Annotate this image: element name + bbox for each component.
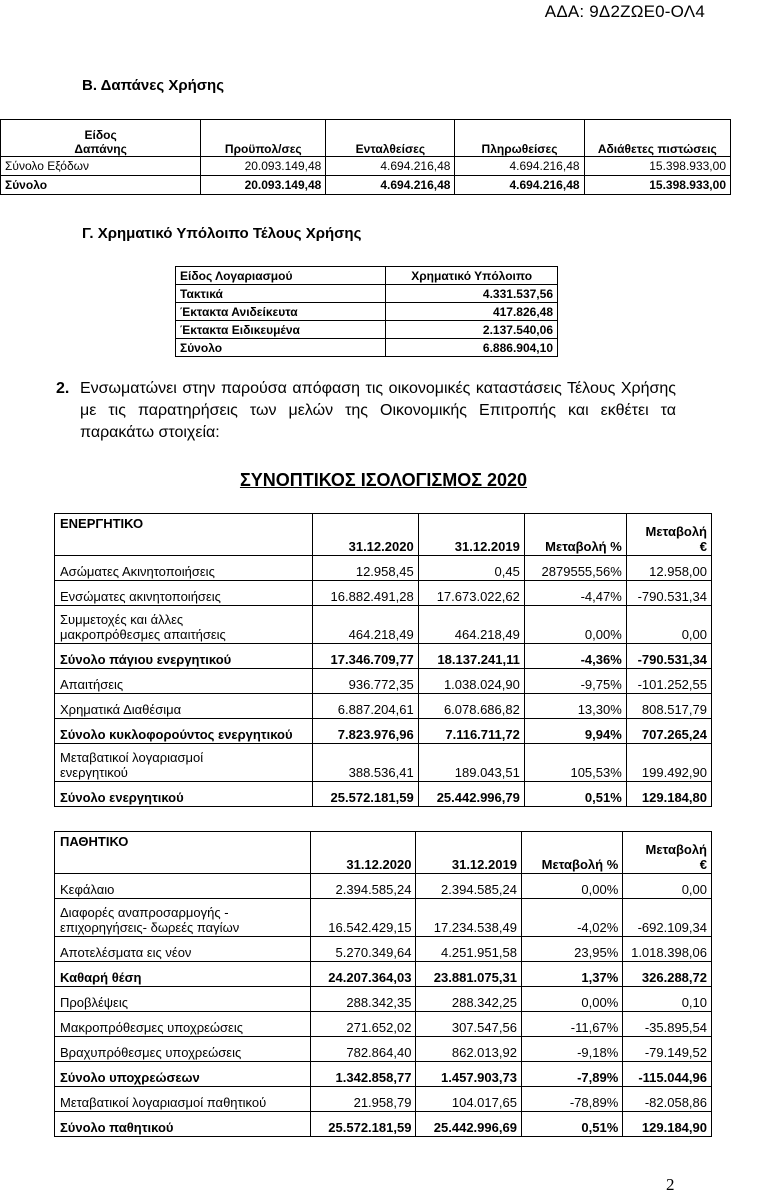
table-cell: -4,47% bbox=[524, 581, 626, 606]
table-cell: Συμμετοχές και άλλες μακροπρόθεσμες απαιτήσεις bbox=[55, 606, 313, 644]
table-cell: 23.881.075,31 bbox=[416, 962, 522, 987]
table-cell: 288.342,25 bbox=[416, 987, 522, 1012]
table-cell: Διαφορές αναπροσαρμογής - επιχορηγήσεις- δωρεές παγίων bbox=[55, 899, 311, 937]
table-cell: 25.572.181,59 bbox=[310, 1112, 416, 1137]
table-header-row bbox=[176, 267, 558, 285]
table-row bbox=[55, 874, 712, 899]
table-cell: Χρηματικά Διαθέσιμα bbox=[55, 694, 313, 719]
table-cell: -7,89% bbox=[521, 1062, 622, 1087]
table-cell: 12.958,00 bbox=[626, 556, 711, 581]
table-cell: 271.652,02 bbox=[310, 1012, 416, 1037]
column-header: Προϋπολ/σες bbox=[201, 120, 326, 157]
ada-code: ΑΔΑ: 9Δ2ΖΩΕ0-ΟΛ4 bbox=[544, 2, 705, 21]
column-header: Αδιάθετες πιστώσεις bbox=[584, 120, 730, 157]
decision-paragraph bbox=[56, 378, 676, 444]
table-cell: 417.826,48 bbox=[386, 303, 558, 321]
table-cell: 4.251.951,58 bbox=[416, 937, 522, 962]
table-cell: 936.772,35 bbox=[312, 669, 418, 694]
table-cell: 0,45 bbox=[418, 556, 524, 581]
table-cell: 1.038.024,90 bbox=[418, 669, 524, 694]
assets-table bbox=[54, 513, 712, 807]
table-cell: 17.346.709,77 bbox=[312, 644, 418, 669]
column-header: Χρηματικό Υπόλοιπο bbox=[386, 267, 558, 285]
table-row-total bbox=[55, 644, 712, 669]
table-cell: 5.270.349,64 bbox=[310, 937, 416, 962]
table-cell: Σύνολο πάγιου ενεργητικού bbox=[55, 644, 313, 669]
table-cell: -9,18% bbox=[521, 1037, 622, 1062]
table-cell: 464.218,49 bbox=[312, 606, 418, 644]
table-cell: Σύνολο Εξόδων bbox=[1, 157, 201, 176]
table-cell: 4.694.216,48 bbox=[455, 176, 584, 195]
table-cell: 9,94% bbox=[524, 719, 626, 744]
table-cell: -11,67% bbox=[521, 1012, 622, 1037]
table-cell: 20.093.149,48 bbox=[201, 176, 326, 195]
table-header-row bbox=[1, 120, 731, 157]
table-row bbox=[55, 669, 712, 694]
table-cell: 13,30% bbox=[524, 694, 626, 719]
table-cell: 464.218,49 bbox=[418, 606, 524, 644]
table-cell: 15.398.933,00 bbox=[584, 176, 730, 195]
table-cell: Αποτελέσματα εις νέον bbox=[55, 937, 311, 962]
table-cell: Μακροπρόθεσμες υποχρεώσεις bbox=[55, 1012, 311, 1037]
table-cell: 6.078.686,82 bbox=[418, 694, 524, 719]
table-cell: -115.044,96 bbox=[623, 1062, 712, 1087]
column-header: Μεταβολή % bbox=[521, 832, 622, 874]
table-row bbox=[55, 899, 712, 937]
table-cell: 105,53% bbox=[524, 744, 626, 782]
table-cell: 2.394.585,24 bbox=[416, 874, 522, 899]
table-cell: 7.116.711,72 bbox=[418, 719, 524, 744]
table-row-total bbox=[55, 782, 712, 807]
column-header: ΕΝΕΡΓΗΤΙΚΟ bbox=[55, 514, 313, 556]
table-row bbox=[176, 303, 558, 321]
table-cell: Τακτικά bbox=[176, 285, 386, 303]
table-cell: -101.252,55 bbox=[626, 669, 711, 694]
table-row-total bbox=[55, 1062, 712, 1087]
table-cell: 2.137.540,06 bbox=[386, 321, 558, 339]
column-header: Μεταβολή € bbox=[626, 514, 711, 556]
table-cell: Βραχυπρόθεσμες υποχρεώσεις bbox=[55, 1037, 311, 1062]
column-header: 31.12.2020 bbox=[310, 832, 416, 874]
table-cell: -79.149,52 bbox=[623, 1037, 712, 1062]
table-cell: 808.517,79 bbox=[626, 694, 711, 719]
table-cell: 6.887.204,61 bbox=[312, 694, 418, 719]
table-cell: 0,00 bbox=[623, 874, 712, 899]
table-cell: 25.442.996,79 bbox=[418, 782, 524, 807]
liabilities-table bbox=[54, 831, 712, 1137]
table-cell: 388.536,41 bbox=[312, 744, 418, 782]
table-cell: 4.694.216,48 bbox=[326, 176, 455, 195]
table-row-total bbox=[55, 962, 712, 987]
table-row-total bbox=[176, 339, 558, 357]
table-cell: 0,10 bbox=[623, 987, 712, 1012]
table-row-total bbox=[1, 176, 731, 195]
table-cell: 4.694.216,48 bbox=[455, 157, 584, 176]
table-cell: Προβλέψεις bbox=[55, 987, 311, 1012]
table-row bbox=[176, 285, 558, 303]
table-cell: 782.864,40 bbox=[310, 1037, 416, 1062]
table-row-total bbox=[55, 719, 712, 744]
table-cell: 2879555,56% bbox=[524, 556, 626, 581]
table-row bbox=[55, 581, 712, 606]
table-cell: -790.531,34 bbox=[626, 644, 711, 669]
table-row bbox=[176, 321, 558, 339]
column-header: Πληρωθείσες bbox=[455, 120, 584, 157]
table-cell: -4,02% bbox=[521, 899, 622, 937]
table-cell: 24.207.364,03 bbox=[310, 962, 416, 987]
table-cell: 4.331.537,56 bbox=[386, 285, 558, 303]
table-cell: 16.882.491,28 bbox=[312, 581, 418, 606]
table-cell: 326.288,72 bbox=[623, 962, 712, 987]
table-cell: 6.886.904,10 bbox=[386, 339, 558, 357]
page-number: 2 bbox=[666, 1175, 675, 1194]
table-cell: Σύνολο παθητικού bbox=[55, 1112, 311, 1137]
table-cell: 25.442.996,69 bbox=[416, 1112, 522, 1137]
table-cell: 307.547,56 bbox=[416, 1012, 522, 1037]
table-cell: Σύνολο υποχρεώσεων bbox=[55, 1062, 311, 1087]
table-cell: 104.017,65 bbox=[416, 1087, 522, 1112]
section-g-title: Γ. Χρηματικό Υπόλοιπο Τέλους Χρήσης bbox=[82, 225, 362, 242]
table-cell: Έκτακτα Ανιδείκευτα bbox=[176, 303, 386, 321]
table-cell: 707.265,24 bbox=[626, 719, 711, 744]
paragraph-text: Ενσωματώνει στην παρούσα απόφαση τις οικονομικές καταστάσεις Τέλους Χρήσης με τις παρατηρήσεις των μελών της Οικονομικής Επιτροπής και εκθέτει τα παρακάτω στοιχεία: bbox=[80, 380, 676, 441]
table-row-total bbox=[55, 1112, 712, 1137]
table-cell: 0,00% bbox=[521, 987, 622, 1012]
table-cell: 0,51% bbox=[524, 782, 626, 807]
table-cell: 25.572.181,59 bbox=[312, 782, 418, 807]
table-cell: 0,00% bbox=[524, 606, 626, 644]
table-cell: -790.531,34 bbox=[626, 581, 711, 606]
column-header: Μεταβολή € bbox=[623, 832, 712, 874]
column-header: 31.12.2019 bbox=[416, 832, 522, 874]
table-cell: 189.043,51 bbox=[418, 744, 524, 782]
table-cell: 2.394.585,24 bbox=[310, 874, 416, 899]
table-cell: Σύνολο κυκλοφορούντος ενεργητικού bbox=[55, 719, 313, 744]
table-cell: Μεταβατικοί λογαριασμοί ενεργητικού bbox=[55, 744, 313, 782]
table-cell: 129.184,90 bbox=[623, 1112, 712, 1137]
balance-sheet-title: ΣΥΝΟΠΤΙΚΟΣ ΙΣΟΛΟΓΙΣΜΟΣ 2020 bbox=[239, 470, 528, 490]
table-cell: 4.694.216,48 bbox=[326, 157, 455, 176]
table-cell: 20.093.149,48 bbox=[201, 157, 326, 176]
table-row bbox=[55, 937, 712, 962]
table-cell: 15.398.933,00 bbox=[584, 157, 730, 176]
table-row bbox=[55, 1087, 712, 1112]
table-cell: 17.234.538,49 bbox=[416, 899, 522, 937]
table-cell: -9,75% bbox=[524, 669, 626, 694]
table-cell: -4,36% bbox=[524, 644, 626, 669]
table-cell: Μεταβατικοί λογαριασμοί παθητικού bbox=[55, 1087, 311, 1112]
column-header: 31.12.2019 bbox=[418, 514, 524, 556]
table-cell: 288.342,35 bbox=[310, 987, 416, 1012]
section-b-title: Β. Δαπάνες Χρήσης bbox=[82, 77, 225, 94]
table-cell: 0,00 bbox=[626, 606, 711, 644]
table-row bbox=[55, 1012, 712, 1037]
column-header bbox=[1, 120, 201, 157]
column-header: 31.12.2020 bbox=[312, 514, 418, 556]
table-cell: 17.673.022,62 bbox=[418, 581, 524, 606]
table-cell: 129.184,80 bbox=[626, 782, 711, 807]
table-cell: Ενσώματες ακινητοποιήσεις bbox=[55, 581, 313, 606]
table-cell: -35.895,54 bbox=[623, 1012, 712, 1037]
table-cell: 1.018.398,06 bbox=[623, 937, 712, 962]
expenses-table bbox=[0, 119, 731, 195]
table-cell: 18.137.241,11 bbox=[418, 644, 524, 669]
table-cell: 1,37% bbox=[521, 962, 622, 987]
table-row bbox=[55, 1037, 712, 1062]
table-cell: 1.457.903,73 bbox=[416, 1062, 522, 1087]
table-cell: Σύνολο bbox=[176, 339, 386, 357]
table-row bbox=[55, 987, 712, 1012]
table-cell: 0,51% bbox=[521, 1112, 622, 1137]
table-cell: Ασώματες Ακινητοποιήσεις bbox=[55, 556, 313, 581]
table-row bbox=[55, 556, 712, 581]
table-row bbox=[55, 694, 712, 719]
header-expense-type: Είδος Δαπάνης bbox=[74, 128, 127, 156]
table-cell: Κεφάλαιο bbox=[55, 874, 311, 899]
column-header: Μεταβολή % bbox=[524, 514, 626, 556]
table-cell: 199.492,90 bbox=[626, 744, 711, 782]
table-cell: 23,95% bbox=[521, 937, 622, 962]
table-cell: Σύνολο bbox=[1, 176, 201, 195]
table-cell: 16.542.429,15 bbox=[310, 899, 416, 937]
table-cell: -78,89% bbox=[521, 1087, 622, 1112]
table-row bbox=[55, 744, 712, 782]
table-cell: 862.013,92 bbox=[416, 1037, 522, 1062]
table-cell: Απαιτήσεις bbox=[55, 669, 313, 694]
table-cell: Έκτακτα Ειδικευμένα bbox=[176, 321, 386, 339]
table-cell: Καθαρή θέση bbox=[55, 962, 311, 987]
table-cell: -692.109,34 bbox=[623, 899, 712, 937]
table-header-row bbox=[55, 832, 712, 874]
column-header: Ενταλθείσες bbox=[326, 120, 455, 157]
table-row bbox=[55, 606, 712, 644]
table-cell: 21.958,79 bbox=[310, 1087, 416, 1112]
table-header-row bbox=[55, 514, 712, 556]
table-row bbox=[1, 157, 731, 176]
table-cell: Σύνολο ενεργητικού bbox=[55, 782, 313, 807]
table-cell: 12.958,45 bbox=[312, 556, 418, 581]
table-cell: 7.823.976,96 bbox=[312, 719, 418, 744]
table-cell: 0,00% bbox=[521, 874, 622, 899]
column-header: ΠΑΘΗΤΙΚΟ bbox=[55, 832, 311, 874]
paragraph-number: 2. bbox=[56, 380, 70, 397]
cash-balance-table bbox=[175, 266, 558, 357]
column-header: Είδος Λογαριασμού bbox=[176, 267, 386, 285]
table-cell: 1.342.858,77 bbox=[310, 1062, 416, 1087]
table-cell: -82.058,86 bbox=[623, 1087, 712, 1112]
